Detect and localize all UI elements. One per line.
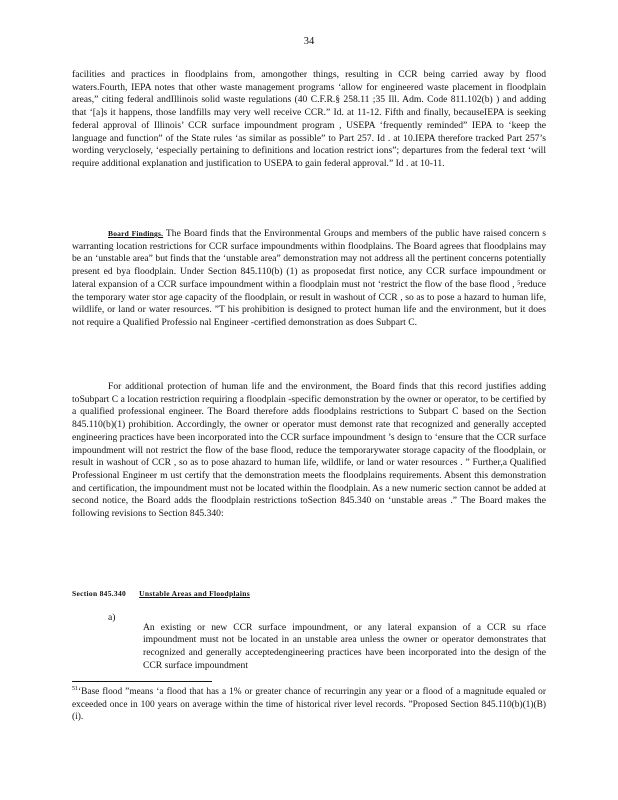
- list-item-text: An existing or new CCR surface impoundment, or any lateral expansion of a CCR su rface impoundment must not be located in an unstable area unless the owner or operator demonstrates that recognized and generally acceptedengineering practices have been incorporated into the design of the CCR surface impoundment: [143, 621, 546, 671]
- list-marker: a): [108, 612, 116, 623]
- list-item-a: [72, 612, 546, 682]
- page-number: 34: [303, 36, 315, 47]
- paragraph-text: facilities and practices in floodplains from, amongother things, resulting in CCR being carried away by flood waters.Fourth, IEPA notes that other waste management programs ‘allow for engineered waste placement in floodplain areas,” citing federal andIllinois solid waste regulations (40 C.F.R.§ 258.11 ;35 Ill. Adm. Code 811.102(b) ) and adding that ‘[a]s it happens, those landfills may very well receive CCR.” Id. at 11-12. Fifth and finally, becauseIEPA is seeking federal approval of Illinois’ CCR surface impoundment program , USEPA ‘frequently reminded” IEPA to ‘keep the language and function” of the State rules ‘as similar as possible” to Part 257. Id . at 10.IEPA therefore tracked Part 257’s wording veryclosely, ‘especially pertaining to definitions and location restrict ions”; departures from the federal text ‘will require additional explanation and justification to USEPA to gain federal approval.” Id . at 10-11.: [72, 69, 546, 169]
- section-title: Unstable Areas and Floodplains: [139, 589, 250, 598]
- footnote-text: ‘Base flood ”means ‘a flood that has a 1% or greater chance of recurringin any year or a flood of a magnitude equaled or exceeded once in 100 years on average within the time of historical river level records. ”Proposed Section 845.110(b)(1)(B)(i).: [72, 687, 546, 723]
- footnote-mark: 51: [72, 685, 78, 692]
- section-number: Section 845.340: [72, 589, 127, 598]
- board-findings-heading: Board Findings.: [108, 229, 164, 238]
- body-paragraph-2: [72, 228, 546, 330]
- paragraph-content: [72, 228, 546, 330]
- footnote: [72, 686, 546, 724]
- paragraph-text: For additional protection of human life and the environment, the Board finds that this record justifies adding toSubpart C a location restriction requiring a floodplain -specific demonstration by the owner or operator, to be certified by a qualified professional engineer. The Board therefore adds floodplains restrictions to Subpart C based on the Section 845.110(b)(1) prohibition. Accordingly, the owner or operator must demonst rate that recognized and generally accepted engineering practices have been incorporated into the CCR surface impoundment ’s design to ‘ensure that the CCR surface impoundment will not restrict the flow of the base flood, reduce the temporarywater storage capacity of the floodplain, or result in washout of CCR , so as to pose ahazard to human life, wildlife, or land or water resources . ” Further,a Qualified Professional Engineer m ust certify that the demonstration meets the floodplains requirements. Absent this demonstration and certification, the impoundment must not be located within the floodplain. As a new numeric section cannot be added at second notice, the Board adds the floodplain restrictions toSection 845.340 on ‘unstable areas .” The Board makes the following revisions to Section 845.340:: [72, 381, 546, 520]
- paragraph-text: The Board finds that the Environmental Groups and members of the public have raised concern s warranting location restrictions for CCR surface impoundments within floodplains. The Board agrees that floodplains may be an ‘unstable area” but finds that the ‘unstable area” demonstration may not address all the pertinent concerns potentially present ed bya floodplain. Under Section 845.110(b) (1) as proposedat first notice, any CCR surface impoundment or lateral expansion of a CCR surface impoundment within a floodplain must not ‘restrict the flow of the base flood , ⁵reduce the temporary water stor age capacity of the floodplain, or result in washout of CCR , so as to pose a hazard to human life, wildlife, or land or water resources. ”T his prohibition is designed to protect human life and the environment, but it does not require a Qualified Professio nal Engineer -certified demonstration as does Subpart C.: [72, 228, 546, 328]
- footnote-divider: [72, 681, 212, 682]
- body-paragraph-1: [72, 69, 546, 171]
- section-heading: [72, 589, 546, 598]
- body-paragraph-3: [72, 381, 546, 521]
